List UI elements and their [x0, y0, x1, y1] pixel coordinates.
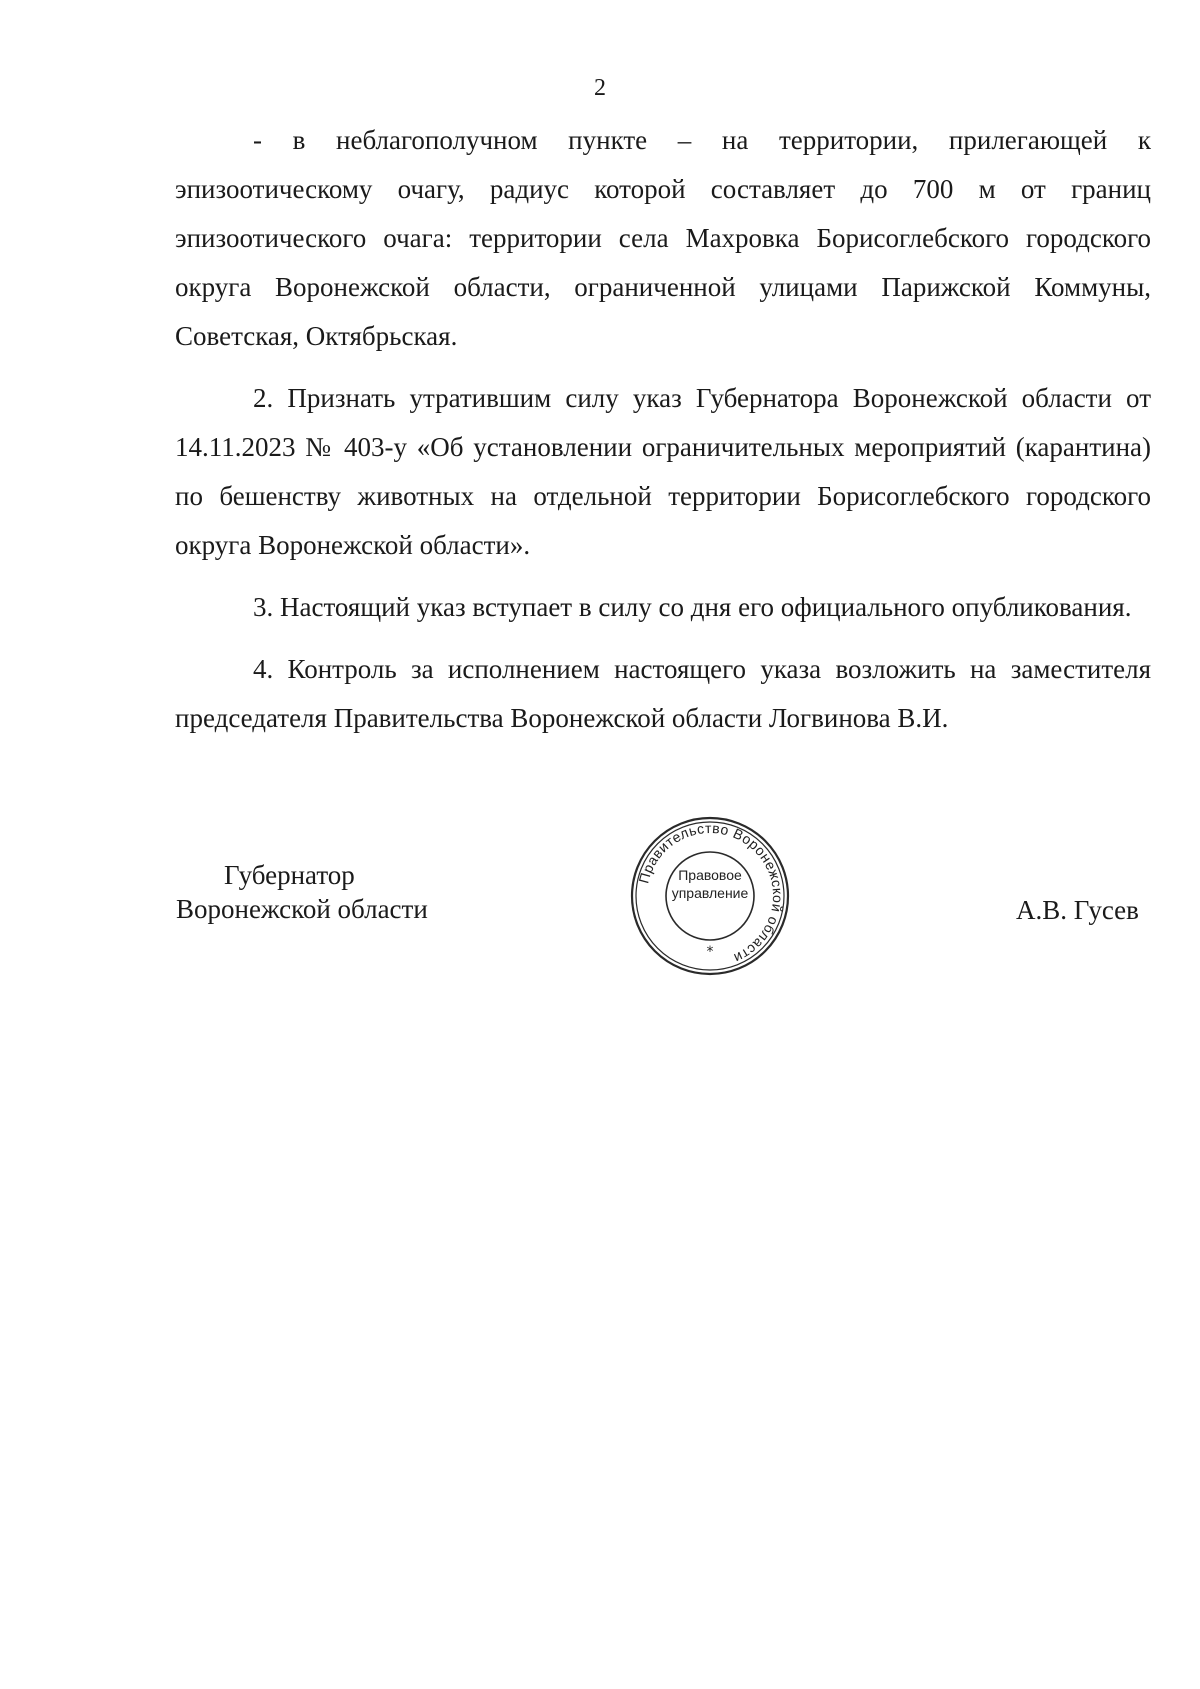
stamp-center-line1: Правовое	[678, 867, 742, 883]
official-stamp	[628, 814, 792, 978]
paragraph-2: 2. Признать утратившим силу указ Губернатора Воронежской области от 14.11.2023 № 403-у «Об установлении ограничительных мероприятий (карантина) по бешенству животных на отдельной территории Борисоглебского городского округа Воронежской области».	[175, 383, 1151, 560]
signatory-position-line1: Губернатор	[224, 860, 355, 890]
signatory-name: А.В. Гусев	[1016, 895, 1139, 925]
paragraph-4: 4. Контроль за исполнением настоящего указа возложить на заместителя председателя Правительства Воронежской области Логвинова В.И.	[175, 654, 1151, 733]
document-body	[175, 116, 1151, 756]
stamp-center-line2: управление	[671, 885, 749, 901]
signatory-position-line2: Воронежской области	[176, 894, 428, 924]
paragraph-1: - в неблагополучном пункте – на территории, прилегающей к эпизоотическому очагу, радиус которой составляет до 700 м от границ эпизоотического очага: территории села Махровка Борисоглебского городского округа Воронежской области, ограниченной улицами Парижской Коммуны, Советская, Октябрьская.	[175, 125, 1151, 351]
signatory-position	[176, 858, 428, 926]
stamp-star-icon: *	[706, 944, 714, 960]
stamp-center-text	[666, 866, 754, 902]
stamp-ring-text: Правительство Воронежской области	[635, 819, 787, 967]
paragraph-3: 3. Настоящий указ вступает в силу со дня его официального опубликования.	[253, 592, 1132, 622]
page-number: 2	[594, 75, 606, 101]
